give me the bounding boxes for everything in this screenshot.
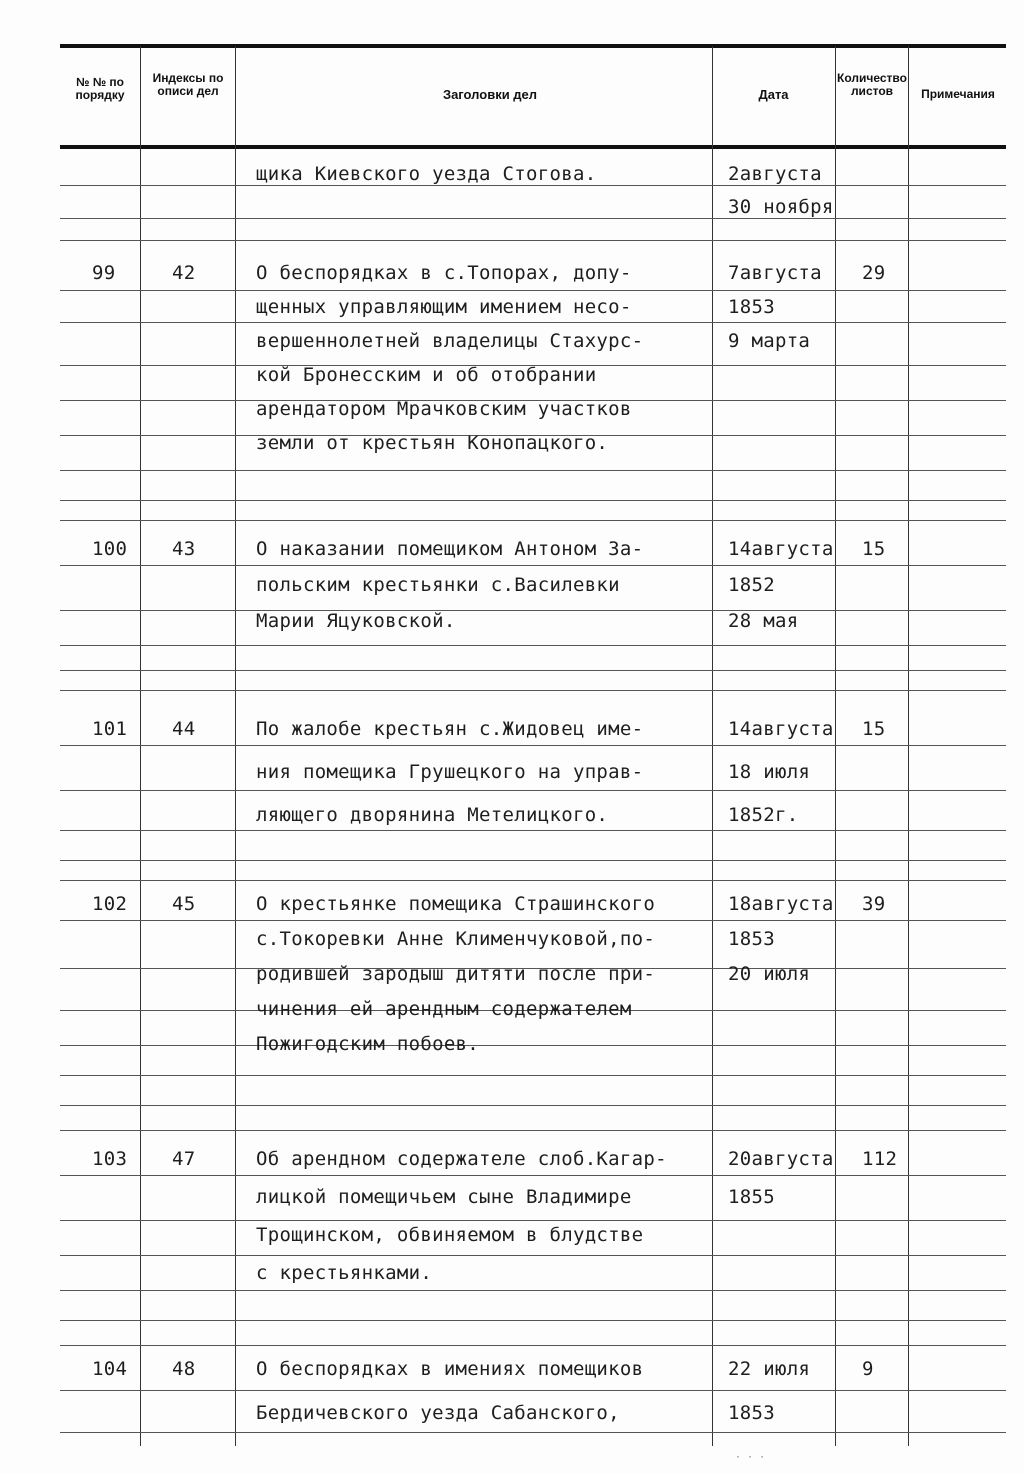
entry-number: 100 bbox=[92, 538, 128, 560]
entry-title-line: щенных управляющим имением несо- bbox=[256, 296, 632, 318]
ruled-line bbox=[60, 690, 1006, 691]
entry-title-line: О беспорядках в имениях помещиков bbox=[256, 1358, 644, 1380]
entry-title-line: родившей зародыш дитяти после при- bbox=[256, 963, 656, 985]
ruled-line bbox=[60, 240, 1006, 241]
entry-date: 9 марта bbox=[728, 330, 811, 352]
header-date: Дата bbox=[758, 87, 789, 102]
ruled-line bbox=[60, 185, 1006, 186]
ruled-line bbox=[60, 565, 1006, 566]
entry-title-line: Пожигодским побоев. bbox=[256, 1033, 480, 1055]
ruled-line bbox=[60, 520, 1006, 521]
entry-title-line: с.Токоревки Анне Клименчуковой,по- bbox=[256, 928, 656, 950]
entry-date: 28 мая bbox=[728, 610, 799, 632]
entry-number: 102 bbox=[92, 893, 128, 915]
ruled-line bbox=[60, 860, 1006, 861]
header-notes: Примечания bbox=[921, 87, 995, 101]
entry-title-line: О крестьянке помещика Страшинского bbox=[256, 893, 656, 915]
entry-number: 99 bbox=[92, 262, 116, 284]
ruled-line bbox=[60, 830, 1006, 831]
column-divider bbox=[140, 46, 141, 1446]
ruled-line bbox=[60, 1075, 1006, 1076]
entry-index: 42 bbox=[172, 262, 196, 284]
header-index: Индексы по описи дел bbox=[152, 71, 224, 98]
ruled-line bbox=[60, 290, 1006, 291]
ruled-line bbox=[60, 880, 1006, 881]
ruled-line bbox=[60, 1130, 1006, 1131]
entry-title-line: По жалобе крестьян с.Жидовец име- bbox=[256, 718, 644, 740]
entry-sheets: 39 bbox=[862, 893, 886, 915]
entry-date: 7августа bbox=[728, 262, 822, 284]
entry-title-line: Бердичевского уезда Сабанского, bbox=[256, 1402, 620, 1424]
entry-date: 14августа bbox=[728, 718, 834, 740]
entry-number: 104 bbox=[92, 1358, 128, 1380]
entry-index: 48 bbox=[172, 1358, 196, 1380]
ruled-line bbox=[60, 1390, 1006, 1391]
entry-date: 14августа bbox=[728, 538, 834, 560]
entry-date: 1853 bbox=[728, 296, 775, 318]
header-title: Заголовки дел bbox=[442, 87, 538, 102]
entry-date: 20августа bbox=[728, 1148, 834, 1170]
entry-date: 1855 bbox=[728, 1186, 775, 1208]
ruled-line bbox=[60, 1220, 1006, 1221]
column-divider bbox=[712, 46, 713, 1446]
entry-index: 47 bbox=[172, 1148, 196, 1170]
column-divider bbox=[835, 46, 836, 1446]
entry-title-line: ния помещика Грушецкого на управ- bbox=[256, 761, 644, 783]
header-rule bbox=[60, 145, 1006, 149]
entry-sheets: 29 bbox=[862, 262, 886, 284]
continuation-date: 30 ноября bbox=[728, 196, 834, 218]
header-sheets: Количество листов bbox=[837, 71, 907, 98]
entry-date: 20 июля bbox=[728, 963, 811, 985]
entry-title-line: ляющего дворянина Метелицкого. bbox=[256, 804, 609, 826]
header-number: № № по порядку bbox=[75, 75, 125, 102]
entry-date: 1853 bbox=[728, 1402, 775, 1424]
entry-sheets: 15 bbox=[862, 718, 886, 740]
entry-index: 43 bbox=[172, 538, 196, 560]
ruled-line bbox=[60, 1432, 1006, 1433]
entry-sheets: 112 bbox=[862, 1148, 898, 1170]
entry-title-line: арендатором Мрачковским участков bbox=[256, 398, 632, 420]
entry-date: 22 июля bbox=[728, 1358, 811, 1380]
entry-title-line: с крестьянками. bbox=[256, 1262, 433, 1284]
ruled-line bbox=[60, 500, 1006, 501]
entry-title-line: земли от крестьян Конопацкого. bbox=[256, 432, 609, 454]
entry-title-line: польским крестьянки с.Василевки bbox=[256, 574, 620, 596]
entry-date: 18августа bbox=[728, 893, 834, 915]
ruled-line bbox=[60, 645, 1006, 646]
continuation-title: щика Киевского уезда Стогова. bbox=[256, 163, 597, 185]
entry-date: 1852 bbox=[728, 574, 775, 596]
ruled-line bbox=[60, 218, 1006, 219]
entry-title-line: чинения ей арендным содержателем bbox=[256, 998, 632, 1020]
entry-title-line: лицкой помещичьем сыне Владимире bbox=[256, 1186, 632, 1208]
entry-sheets: 9 bbox=[862, 1358, 874, 1380]
ruled-line bbox=[60, 790, 1006, 791]
entry-title-line: кой Бронесским и об отобрании bbox=[256, 364, 597, 386]
entry-date: 1852г. bbox=[728, 804, 799, 826]
entry-number: 103 bbox=[92, 1148, 128, 1170]
entry-index: 45 bbox=[172, 893, 196, 915]
entry-title-line: Трощинском, обвиняемом в блудстве bbox=[256, 1224, 644, 1246]
ruled-line bbox=[60, 1105, 1006, 1106]
column-divider bbox=[235, 46, 236, 1446]
entry-number: 101 bbox=[92, 718, 128, 740]
ruled-line bbox=[60, 745, 1006, 746]
continuation-date: 2августа bbox=[728, 163, 822, 185]
entry-title-line: Марии Яцуковской. bbox=[256, 610, 456, 632]
ruled-line bbox=[60, 1045, 1006, 1046]
top-rule bbox=[60, 44, 1006, 48]
ruled-line bbox=[60, 1255, 1006, 1256]
ruled-line bbox=[60, 1290, 1006, 1291]
entry-title-line: О беспорядках в с.Топорах, допу- bbox=[256, 262, 632, 284]
entry-title-line: Об арендном содержателе слоб.Кагар- bbox=[256, 1148, 667, 1170]
column-divider bbox=[908, 46, 909, 1446]
ruled-line bbox=[60, 920, 1006, 921]
entry-title-line: О наказании помещиком Антоном За- bbox=[256, 538, 644, 560]
ruled-line bbox=[60, 670, 1006, 671]
entry-date: 1853 bbox=[728, 928, 775, 950]
entry-sheets: 15 bbox=[862, 538, 886, 560]
entry-index: 44 bbox=[172, 718, 196, 740]
ruled-line bbox=[60, 1345, 1006, 1346]
ruled-line bbox=[60, 322, 1006, 323]
scan-footer-mark: · · · bbox=[735, 1452, 766, 1463]
ruled-line bbox=[60, 1320, 1006, 1321]
ruled-line bbox=[60, 1175, 1006, 1176]
ruled-line bbox=[60, 470, 1006, 471]
ruled-line bbox=[60, 610, 1006, 611]
entry-title-line: вершеннолетней владелицы Стахурс- bbox=[256, 330, 644, 352]
entry-date: 18 июля bbox=[728, 761, 811, 783]
